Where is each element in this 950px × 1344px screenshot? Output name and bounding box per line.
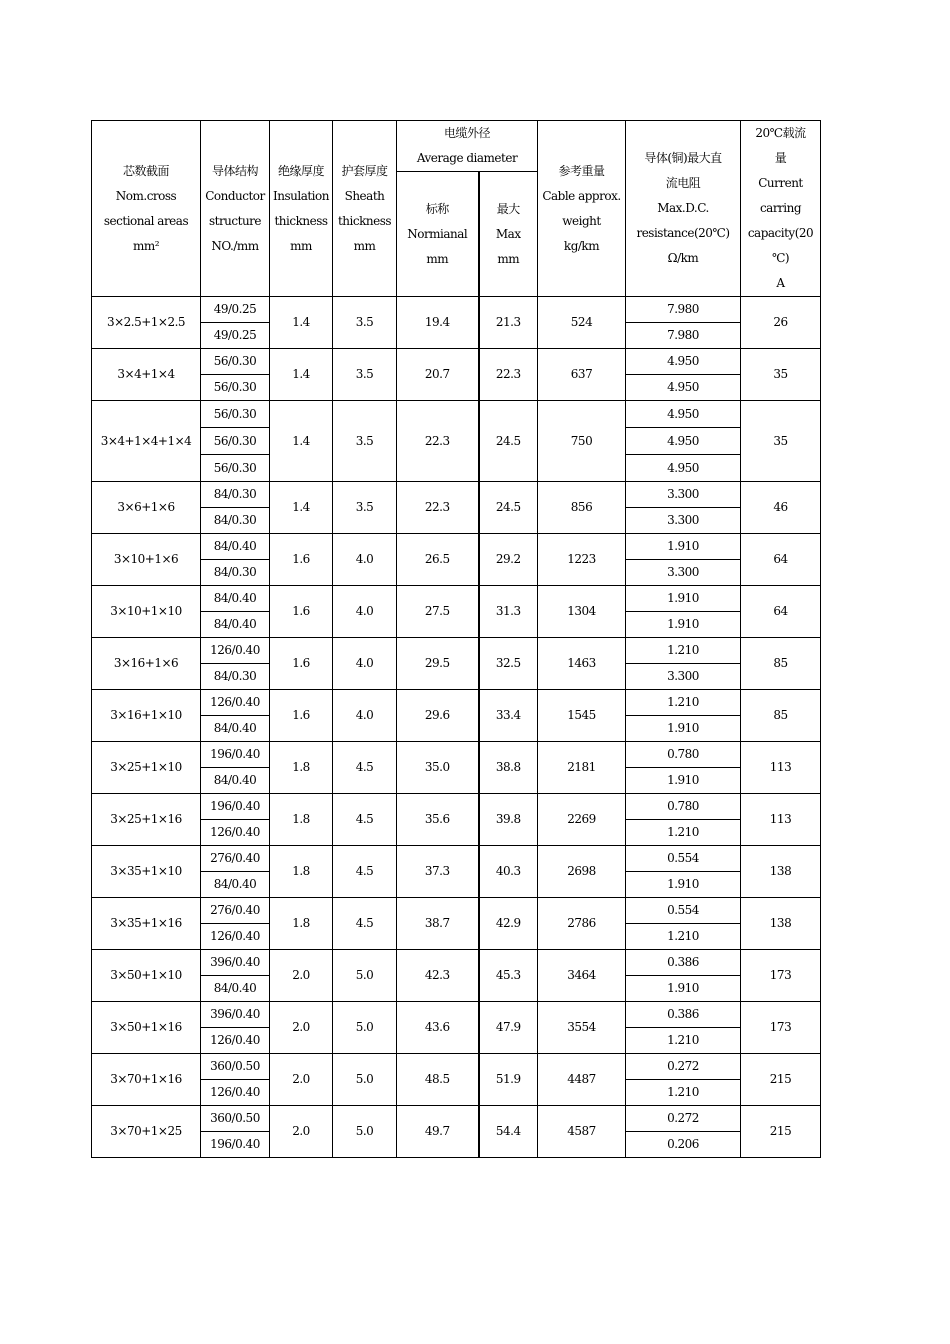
cell-sheath: 4.0 — [333, 586, 397, 638]
cell-resistance: 7.980 — [626, 323, 741, 349]
cell-sheath: 5.0 — [333, 1054, 397, 1106]
cell-conductor: 126/0.40 — [201, 690, 270, 716]
cell-resistance: 1.910 — [626, 716, 741, 742]
cell-conductor: 360/0.50 — [201, 1106, 270, 1132]
cell-nominal-diameter: 38.7 — [397, 898, 479, 950]
header-max — [479, 172, 538, 297]
cell-section: 3×70+1×16 — [92, 1054, 201, 1106]
cell-conductor: 56/0.30 — [201, 428, 270, 455]
cell-resistance: 1.210 — [626, 690, 741, 716]
header-line: Cable approx. — [542, 188, 621, 203]
cell-resistance: 0.780 — [626, 794, 741, 820]
cell-current: 26 — [741, 297, 821, 349]
cell-weight: 1463 — [538, 638, 626, 690]
cell-sheath: 4.5 — [333, 846, 397, 898]
header-line: Average diameter — [416, 151, 518, 165]
cell-sheath: 5.0 — [333, 1106, 397, 1158]
cell-insulation: 1.4 — [270, 297, 333, 349]
cell-section: 3×10+1×10 — [92, 586, 201, 638]
header-line: Max.D.C. — [657, 201, 709, 215]
cell-section: 3×6+1×6 — [92, 482, 201, 534]
cell-weight: 750 — [538, 401, 626, 482]
cell-current: 113 — [741, 794, 821, 846]
header-line: ℃) — [771, 251, 790, 265]
cell-resistance: 1.910 — [626, 872, 741, 898]
cell-conductor: 396/0.40 — [201, 1002, 270, 1028]
cell-conductor: 396/0.40 — [201, 950, 270, 976]
cell-section: 3×10+1×6 — [92, 534, 201, 586]
header-line: Current — [758, 176, 803, 190]
cell-weight: 3464 — [538, 950, 626, 1002]
cell-conductor: 84/0.40 — [201, 768, 270, 794]
header-line: mm — [353, 238, 376, 253]
cell-weight: 4487 — [538, 1054, 626, 1106]
cell-resistance: 1.210 — [626, 924, 741, 950]
header-line: 绝缘厚度 — [277, 163, 324, 178]
cell-nominal-diameter: 42.3 — [397, 950, 479, 1002]
table-row — [92, 898, 821, 924]
header-line: Sheath — [344, 188, 385, 203]
cell-sheath: 3.5 — [333, 297, 397, 349]
cell-current: 64 — [741, 534, 821, 586]
cell-resistance: 1.910 — [626, 976, 741, 1002]
header-line: A — [776, 276, 785, 290]
cell-conductor: 84/0.40 — [201, 612, 270, 638]
table-body — [92, 297, 821, 1158]
cell-nominal-diameter: 20.7 — [397, 349, 479, 401]
cell-sheath: 3.5 — [333, 349, 397, 401]
cell-insulation: 1.6 — [270, 534, 333, 586]
cell-insulation: 2.0 — [270, 1002, 333, 1054]
cell-insulation: 1.8 — [270, 742, 333, 794]
cell-conductor: 84/0.30 — [201, 560, 270, 586]
cell-resistance: 1.210 — [626, 820, 741, 846]
header-line: 芯数截面 — [122, 163, 169, 178]
cell-conductor: 56/0.30 — [201, 375, 270, 401]
cell-section: 3×70+1×25 — [92, 1106, 201, 1158]
header-line: Normianal — [407, 226, 468, 241]
cell-resistance: 0.554 — [626, 846, 741, 872]
cell-conductor: 126/0.40 — [201, 820, 270, 846]
cell-section: 3×4+1×4 — [92, 349, 201, 401]
cell-sheath: 4.0 — [333, 534, 397, 586]
header-line: Ω/km — [667, 251, 699, 265]
cell-sheath: 5.0 — [333, 1002, 397, 1054]
cell-nominal-diameter: 27.5 — [397, 586, 479, 638]
cell-section: 3×35+1×16 — [92, 898, 201, 950]
cell-max-diameter: 42.9 — [479, 898, 538, 950]
cell-nominal-diameter: 48.5 — [397, 1054, 479, 1106]
cell-conductor: 84/0.30 — [201, 508, 270, 534]
cell-current: 215 — [741, 1106, 821, 1158]
header-line: thickness — [274, 213, 328, 228]
cell-current: 173 — [741, 1002, 821, 1054]
cell-current: 173 — [741, 950, 821, 1002]
cell-conductor: 84/0.40 — [201, 976, 270, 1002]
cell-conductor: 126/0.40 — [201, 638, 270, 664]
cell-nominal-diameter: 22.3 — [397, 401, 479, 482]
header-line: 20℃载流 — [755, 126, 806, 140]
header-line: mm — [426, 251, 449, 266]
header-resistance — [626, 121, 741, 297]
cell-nominal-diameter: 49.7 — [397, 1106, 479, 1158]
cell-insulation: 1.8 — [270, 898, 333, 950]
cell-nominal-diameter: 22.3 — [397, 482, 479, 534]
cell-max-diameter: 51.9 — [479, 1054, 538, 1106]
cell-resistance: 1.910 — [626, 612, 741, 638]
cell-conductor: 126/0.40 — [201, 1028, 270, 1054]
cell-current: 35 — [741, 401, 821, 482]
cell-resistance: 7.980 — [626, 297, 741, 323]
cell-resistance: 4.950 — [626, 428, 741, 455]
cell-nominal-diameter: 35.0 — [397, 742, 479, 794]
cell-section: 3×16+1×6 — [92, 638, 201, 690]
cell-sheath: 4.0 — [333, 638, 397, 690]
header-line: 标称 — [425, 201, 449, 216]
cell-insulation: 1.4 — [270, 482, 333, 534]
table-row — [92, 401, 821, 428]
cell-insulation: 1.6 — [270, 586, 333, 638]
cell-max-diameter: 38.8 — [479, 742, 538, 794]
cell-weight: 2269 — [538, 794, 626, 846]
header-line: 导体(铜)最大直 — [644, 151, 722, 165]
cell-conductor: 84/0.30 — [201, 482, 270, 508]
cell-resistance: 0.554 — [626, 898, 741, 924]
header-line: 参考重量 — [558, 163, 605, 178]
cell-resistance: 1.910 — [626, 768, 741, 794]
header-line: Nom.cross — [115, 188, 177, 203]
cell-sheath: 3.5 — [333, 401, 397, 482]
cell-max-diameter: 31.3 — [479, 586, 538, 638]
cell-resistance: 1.210 — [626, 1080, 741, 1106]
cell-section: 3×2.5+1×2.5 — [92, 297, 201, 349]
header-line: Max — [495, 226, 521, 241]
cell-max-diameter: 54.4 — [479, 1106, 538, 1158]
table-row — [92, 846, 821, 872]
cell-max-diameter: 40.3 — [479, 846, 538, 898]
cell-conductor: 49/0.25 — [201, 323, 270, 349]
cell-weight: 4587 — [538, 1106, 626, 1158]
cell-max-diameter: 24.5 — [479, 482, 538, 534]
header-weight — [538, 121, 626, 297]
cell-sheath: 4.5 — [333, 742, 397, 794]
header-line: Conductor — [205, 188, 265, 203]
cell-insulation: 1.4 — [270, 349, 333, 401]
cell-weight: 2181 — [538, 742, 626, 794]
header-sheath — [333, 121, 397, 297]
cell-conductor: 196/0.40 — [201, 1132, 270, 1158]
table-row — [92, 690, 821, 716]
cell-max-diameter: 39.8 — [479, 794, 538, 846]
cell-max-diameter: 22.3 — [479, 349, 538, 401]
cell-insulation: 1.8 — [270, 846, 333, 898]
table-row — [92, 1054, 821, 1080]
cell-section: 3×35+1×10 — [92, 846, 201, 898]
cell-max-diameter: 45.3 — [479, 950, 538, 1002]
cell-weight: 1545 — [538, 690, 626, 742]
cell-nominal-diameter: 29.6 — [397, 690, 479, 742]
table-row — [92, 1106, 821, 1132]
header-line: weight — [562, 213, 601, 228]
header-line: 护套厚度 — [341, 163, 388, 178]
cell-resistance: 4.950 — [626, 401, 741, 428]
cell-weight: 1223 — [538, 534, 626, 586]
header-line: sectional areas — [103, 213, 189, 228]
cell-section: 3×50+1×10 — [92, 950, 201, 1002]
header-nominal — [397, 172, 479, 297]
header-line: mm² — [132, 238, 160, 253]
cell-section: 3×25+1×10 — [92, 742, 201, 794]
cell-conductor: 84/0.30 — [201, 664, 270, 690]
cell-weight: 637 — [538, 349, 626, 401]
cell-insulation: 2.0 — [270, 950, 333, 1002]
cell-section: 3×25+1×16 — [92, 794, 201, 846]
cell-nominal-diameter: 35.6 — [397, 794, 479, 846]
header-line: mm — [290, 238, 312, 253]
header-line: 量 — [774, 151, 787, 165]
cell-resistance: 4.950 — [626, 375, 741, 401]
cell-conductor: 84/0.40 — [201, 586, 270, 612]
table-row — [92, 950, 821, 976]
header-diameter — [397, 121, 538, 172]
cell-resistance: 0.206 — [626, 1132, 741, 1158]
cell-current: 46 — [741, 482, 821, 534]
cell-sheath: 4.5 — [333, 898, 397, 950]
cell-conductor: 56/0.30 — [201, 455, 270, 482]
header-current — [741, 121, 821, 297]
cell-weight: 2698 — [538, 846, 626, 898]
cell-conductor: 84/0.40 — [201, 716, 270, 742]
table-row — [92, 794, 821, 820]
header-section — [92, 121, 201, 297]
cell-conductor: 360/0.50 — [201, 1054, 270, 1080]
cell-resistance: 3.300 — [626, 560, 741, 586]
cell-sheath: 4.0 — [333, 690, 397, 742]
cell-max-diameter: 21.3 — [479, 297, 538, 349]
cell-current: 85 — [741, 638, 821, 690]
cell-nominal-diameter: 19.4 — [397, 297, 479, 349]
cell-nominal-diameter: 43.6 — [397, 1002, 479, 1054]
header-line: mm — [497, 251, 520, 266]
header-line: capacity(20 — [747, 226, 814, 240]
table-row — [92, 482, 821, 508]
table-row — [92, 349, 821, 375]
cell-weight: 2786 — [538, 898, 626, 950]
cell-sheath: 3.5 — [333, 482, 397, 534]
cell-conductor: 196/0.40 — [201, 742, 270, 768]
cell-conductor: 196/0.40 — [201, 794, 270, 820]
header-line: 流电阻 — [665, 176, 701, 190]
cell-resistance: 4.950 — [626, 349, 741, 375]
table-row — [92, 1002, 821, 1028]
cell-section: 3×16+1×10 — [92, 690, 201, 742]
cell-current: 138 — [741, 846, 821, 898]
cell-weight: 524 — [538, 297, 626, 349]
cell-current: 64 — [741, 586, 821, 638]
cell-insulation: 1.6 — [270, 690, 333, 742]
cell-max-diameter: 24.5 — [479, 401, 538, 482]
cell-conductor: 276/0.40 — [201, 898, 270, 924]
cell-weight: 856 — [538, 482, 626, 534]
cell-current: 35 — [741, 349, 821, 401]
cell-section: 3×4+1×4+1×4 — [92, 401, 201, 482]
table-row — [92, 297, 821, 323]
cell-insulation: 2.0 — [270, 1054, 333, 1106]
cell-sheath: 5.0 — [333, 950, 397, 1002]
cell-resistance: 4.950 — [626, 455, 741, 482]
header-line: 导体结构 — [211, 163, 258, 178]
cell-resistance: 0.780 — [626, 742, 741, 768]
cell-insulation: 2.0 — [270, 1106, 333, 1158]
cell-resistance: 1.910 — [626, 586, 741, 612]
cell-resistance: 3.300 — [626, 664, 741, 690]
cell-section: 3×50+1×16 — [92, 1002, 201, 1054]
cell-resistance: 0.386 — [626, 1002, 741, 1028]
header-line: NO./mm — [211, 238, 259, 253]
cell-max-diameter: 29.2 — [479, 534, 538, 586]
cell-current: 215 — [741, 1054, 821, 1106]
cell-weight: 1304 — [538, 586, 626, 638]
header-insulation — [270, 121, 333, 297]
header-line: thickness — [337, 213, 392, 228]
cell-max-diameter: 47.9 — [479, 1002, 538, 1054]
cell-resistance: 1.210 — [626, 1028, 741, 1054]
cell-sheath: 4.5 — [333, 794, 397, 846]
cell-conductor: 126/0.40 — [201, 924, 270, 950]
table-row — [92, 586, 821, 612]
cell-resistance: 1.910 — [626, 534, 741, 560]
cell-conductor: 126/0.40 — [201, 1080, 270, 1106]
cell-insulation: 1.8 — [270, 794, 333, 846]
header-line: kg/km — [563, 238, 600, 253]
cell-weight: 3554 — [538, 1002, 626, 1054]
header-line: structure — [208, 213, 262, 228]
cell-current: 113 — [741, 742, 821, 794]
cell-resistance: 0.272 — [626, 1054, 741, 1080]
header-line: carring — [759, 201, 802, 215]
cell-conductor: 56/0.30 — [201, 401, 270, 428]
cell-conductor: 276/0.40 — [201, 846, 270, 872]
cell-resistance: 0.272 — [626, 1106, 741, 1132]
header-conductor — [201, 121, 270, 297]
cell-nominal-diameter: 29.5 — [397, 638, 479, 690]
cell-max-diameter: 33.4 — [479, 690, 538, 742]
cell-nominal-diameter: 26.5 — [397, 534, 479, 586]
cell-resistance: 1.210 — [626, 638, 741, 664]
cell-resistance: 3.300 — [626, 508, 741, 534]
cell-conductor: 84/0.40 — [201, 534, 270, 560]
cell-max-diameter: 32.5 — [479, 638, 538, 690]
cell-resistance: 3.300 — [626, 482, 741, 508]
header-line: 电缆外径 — [443, 126, 490, 140]
table-row — [92, 742, 821, 768]
cell-nominal-diameter: 37.3 — [397, 846, 479, 898]
cell-resistance: 0.386 — [626, 950, 741, 976]
cable-spec-table — [91, 120, 821, 1158]
header-line: resistance(20℃) — [636, 226, 730, 240]
cell-conductor: 84/0.40 — [201, 872, 270, 898]
cell-conductor: 56/0.30 — [201, 349, 270, 375]
cell-insulation: 1.4 — [270, 401, 333, 482]
cell-current: 85 — [741, 690, 821, 742]
cell-conductor: 49/0.25 — [201, 297, 270, 323]
header-line: Insulation — [273, 188, 329, 203]
cell-current: 138 — [741, 898, 821, 950]
table-row — [92, 638, 821, 664]
table-row — [92, 534, 821, 560]
cell-insulation: 1.6 — [270, 638, 333, 690]
header-line: 最大 — [496, 201, 520, 216]
